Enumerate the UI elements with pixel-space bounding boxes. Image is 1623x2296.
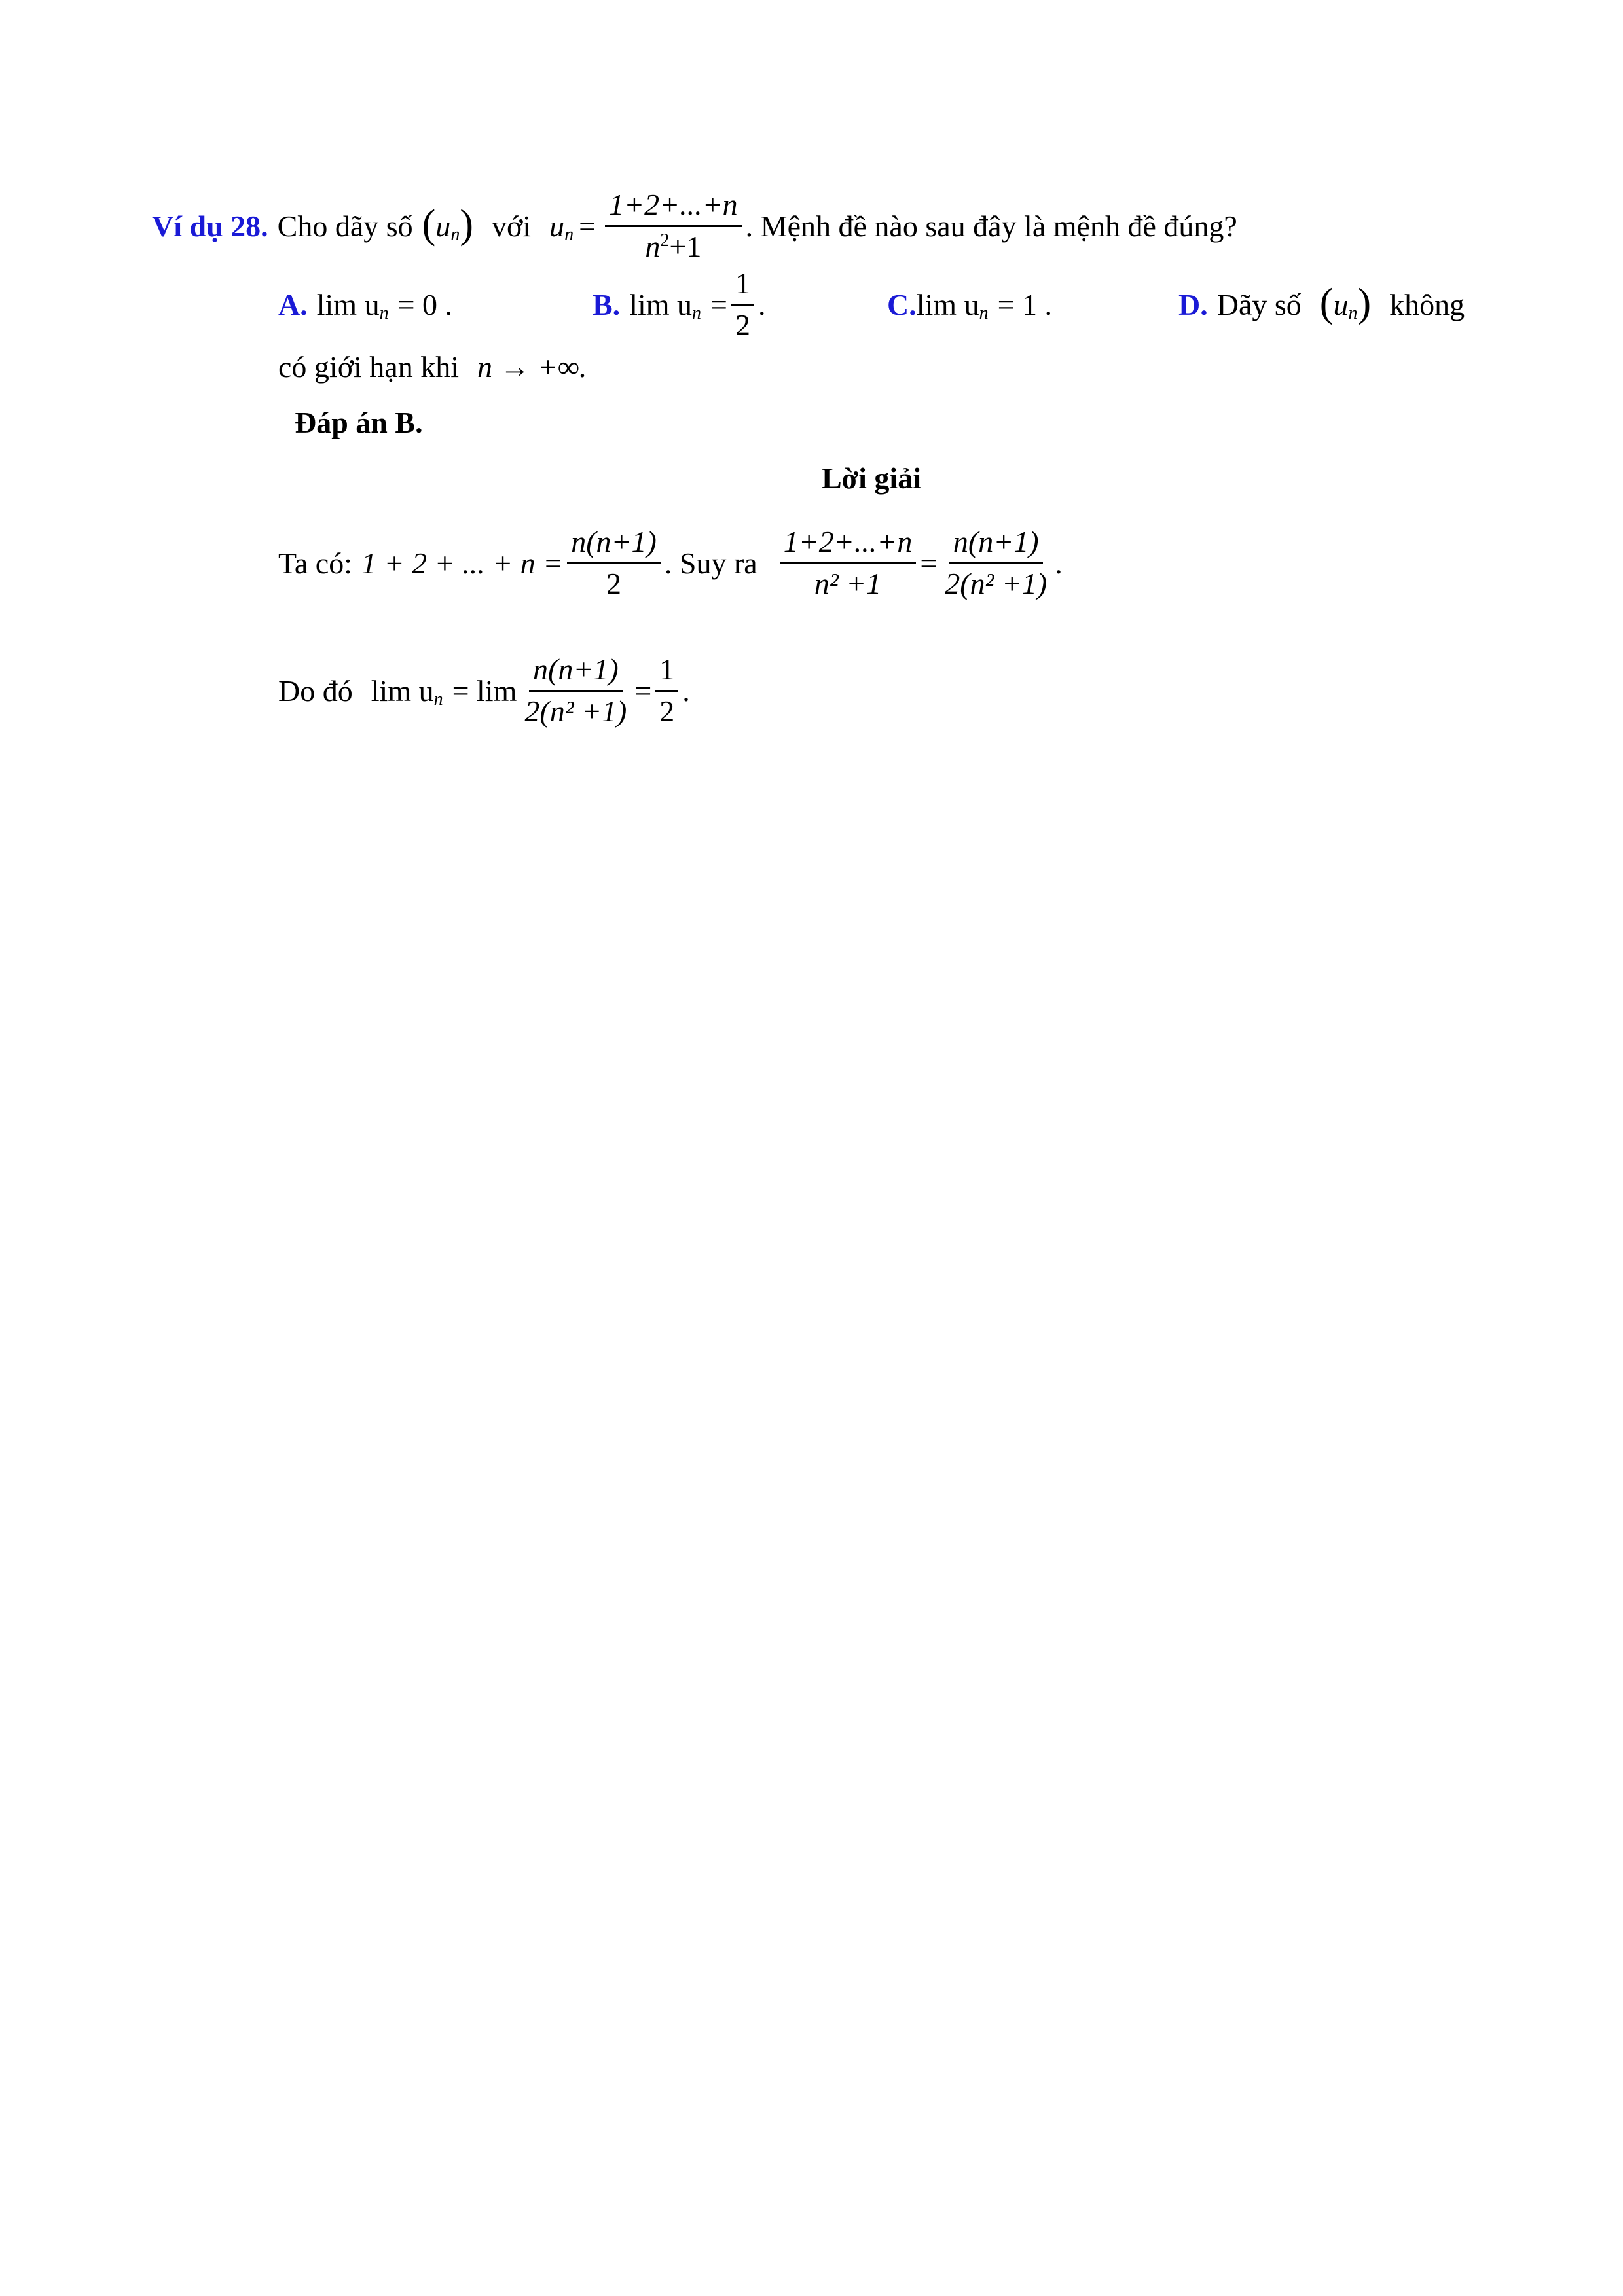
answer: Đáp án B. <box>295 405 423 439</box>
question-with: với <box>491 209 532 243</box>
question-line: Ví dụ 28. Cho dãy số ( u n ) với u n = $\frac{1+2+...+n}{n^2+1}$ . Mệnh đề nào sau đây là mệnh đề đúng? <box>152 187 1237 263</box>
option-a: A. lim u n = 0 . <box>278 287 453 323</box>
solution-title: Lời giải <box>822 461 921 495</box>
solution-line-1: Ta có: 1 + 2 + ... + n = $\frac{n(n+1)}{2}$ . Suy ra $\frac{1+2+...+n}{\text{n² +1}}$ = $\frac{n(n+1)}{\text{2(n² +1)}}$ . <box>278 524 1063 600</box>
question-fraction: $\frac{1+2+...+n}{n^2+1}$ <box>605 188 742 264</box>
solution-line-2: Do đó lim u n = lim $\frac{n(n+1)}{\text{2(n² +1)}}$ = $\frac{1}{2}$ . <box>278 652 690 728</box>
option-c: C. lim u n = 1 . <box>887 287 1053 323</box>
option-b: B. lim u n = $\frac{1}{2}$ . <box>593 266 766 342</box>
question-tail: . Mệnh đề nào sau đây là mệnh đề đúng? <box>745 209 1237 243</box>
question-label: Ví dụ 28. <box>152 209 268 243</box>
question-intro: Cho dãy số <box>277 209 413 243</box>
option-d: D. Dãy số ( u n ) không <box>1178 281 1465 325</box>
option-d-continued: có giới hạn khi n → +∞. <box>278 350 587 384</box>
